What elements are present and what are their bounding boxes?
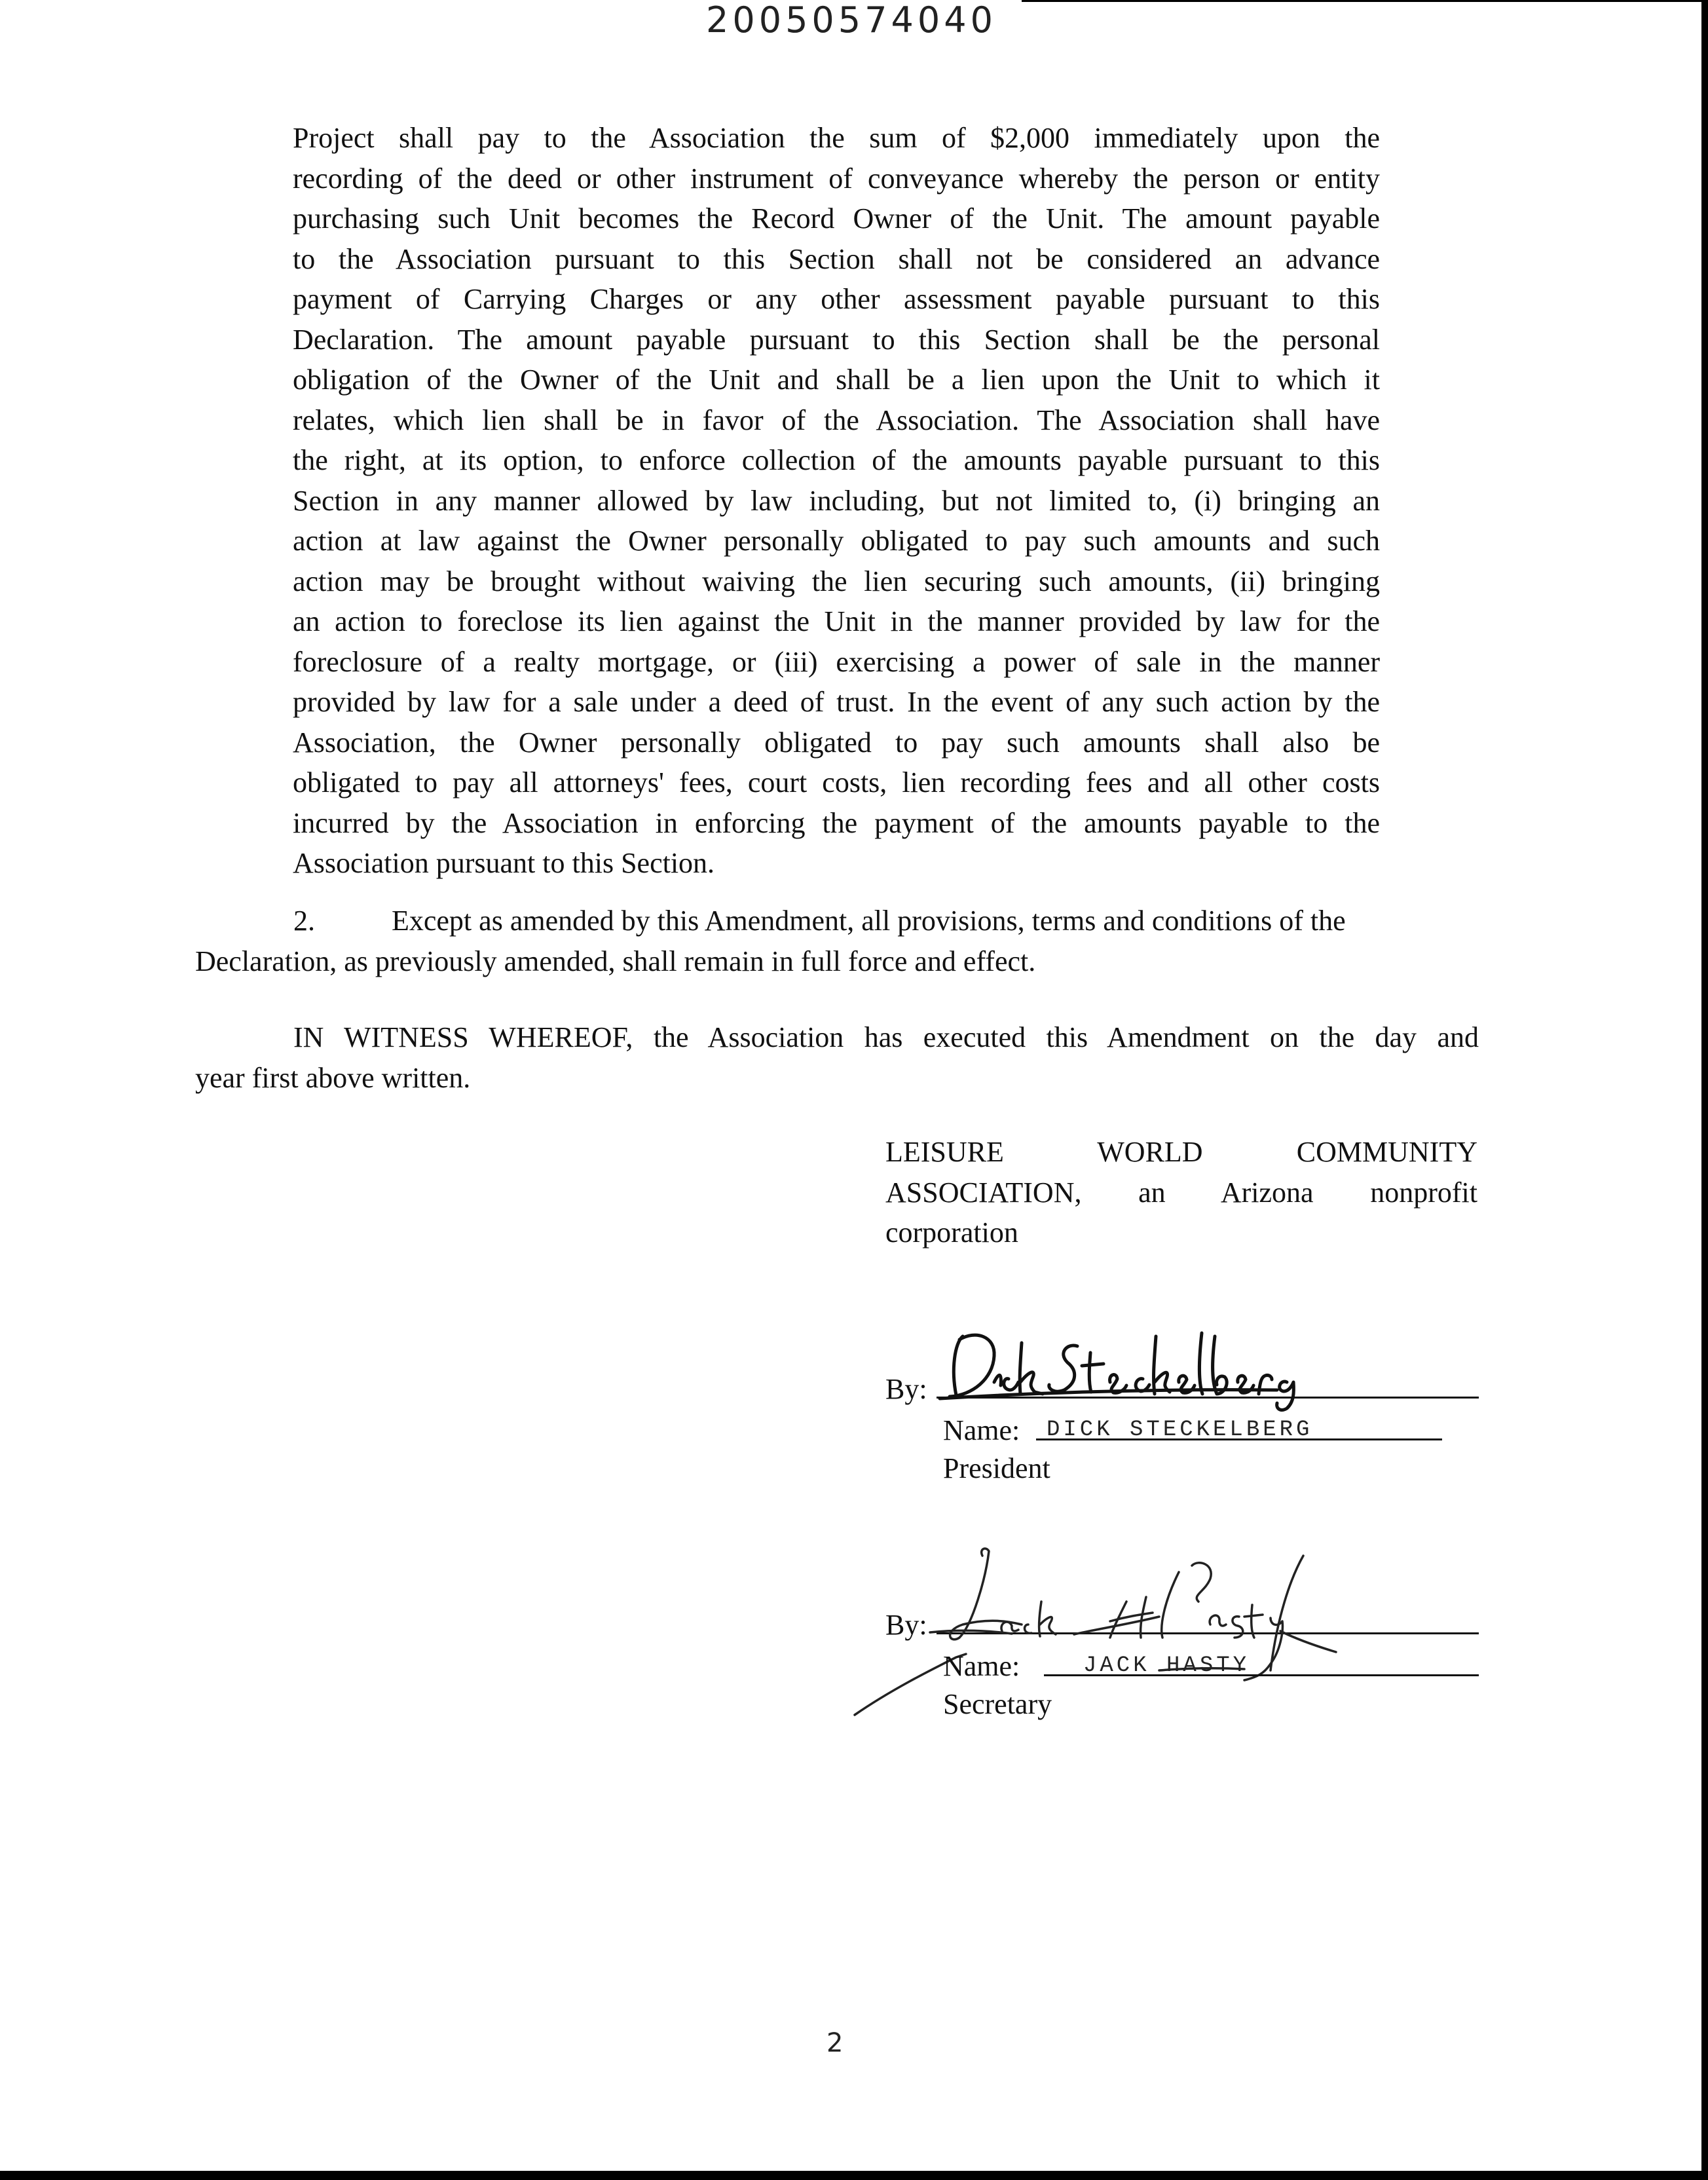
section-line: recording of the deed or other instrument of conveyance whereby the person or entity (293, 162, 1380, 195)
scan-edge-right (1701, 0, 1708, 2180)
section-line: provided by law for a sale under a deed of trust. In the event of any such action by the (293, 686, 1380, 718)
section-line: foreclosure of a realty mortgage, or (iii) exercising a power of sale in the manner (293, 645, 1380, 678)
section-line: an action to foreclose its lien against the Unit in the manner provided by law for the (293, 605, 1380, 637)
scan-edge-bottom (0, 2171, 1708, 2180)
section-line: obligation of the Owner of the Unit and shall be a lien upon the Unit to which it (293, 364, 1380, 396)
section-line: Project shall pay to the Association the sum of $2,000 immediately upon the (293, 122, 1380, 154)
section-line: action may be brought without waiving the lien securing such amounts, (ii) bringing (293, 565, 1380, 597)
paragraph-2-second-line: Declaration, as previously amended, shall remain in full force and effect. (195, 945, 1036, 977)
page-number: 2 (826, 2028, 844, 2058)
signature-dick-steckelberg (937, 1317, 1356, 1415)
scan-edge-top (1022, 0, 1703, 2)
section-line: incurred by the Association in enforcing the payment of the amounts payable to the (293, 806, 1380, 839)
signatory-line: ASSOCIATION, an Arizona nonprofit (885, 1176, 1477, 1209)
paragraph-2-text: Except as amended by this Amendment, all provisions, terms and conditions of the (392, 905, 1346, 937)
section-line: purchasing such Unit becomes the Record Owner of the Unit. The amount payable (293, 202, 1380, 235)
witness-paragraph (195, 1017, 1479, 1098)
section-line: Association, the Owner personally obligated to pay such amounts shall also be (293, 726, 1380, 759)
typed-name: DICK STECKELBERG (1047, 1418, 1313, 1442)
signatory-line: corporation (885, 1216, 1018, 1249)
witness-first-line: IN WITNESS WHEREOF, the Association has executed this Amendment on the day and (293, 1021, 1479, 1053)
typed-name: JACK HASTY (1083, 1653, 1250, 1678)
signature-jack-hasty (851, 1539, 1415, 1723)
paragraph-number: 2. (293, 905, 315, 937)
name-label: Name: (943, 1650, 1020, 1682)
section-line: Section in any manner allowed by law including, but not limited to, (i) bringing an (293, 484, 1380, 517)
by-label: By: (885, 1373, 927, 1405)
section-line: Declaration. The amount payable pursuant to this Section shall be the personal (293, 323, 1380, 356)
title-label: Secretary (943, 1688, 1052, 1720)
section-line: the right, at its option, to enforce collection of the amounts payable pursuant to this (293, 444, 1380, 476)
recording-number: 20050574040 (706, 0, 997, 41)
paragraph-2-first-line (195, 901, 1479, 941)
paragraph-2 (195, 901, 1479, 981)
section-line: Association pursuant to this Section. (293, 847, 715, 879)
witness-second-line: year first above written. (195, 1061, 471, 1094)
continued-section (293, 118, 1380, 884)
section-line: payment of Carrying Charges or any other assessment payable pursuant to this (293, 283, 1380, 315)
title-label: President (943, 1452, 1050, 1484)
section-line: to the Association pursuant to this Section shall not be considered an advance (293, 242, 1380, 275)
section-line: action at law against the Owner personally obligated to pay such amounts and such (293, 525, 1380, 557)
by-label: By: (885, 1609, 927, 1641)
signatory-line: LEISURE WORLD COMMUNITY (885, 1136, 1477, 1168)
section-line: relates, which lien shall be in favor of the Association. The Association shall have (293, 404, 1380, 436)
name-label: Name: (943, 1414, 1020, 1446)
signatory-block (885, 1132, 1477, 1253)
section-line: obligated to pay all attorneys' fees, court costs, lien recording fees and all other costs (293, 766, 1380, 799)
